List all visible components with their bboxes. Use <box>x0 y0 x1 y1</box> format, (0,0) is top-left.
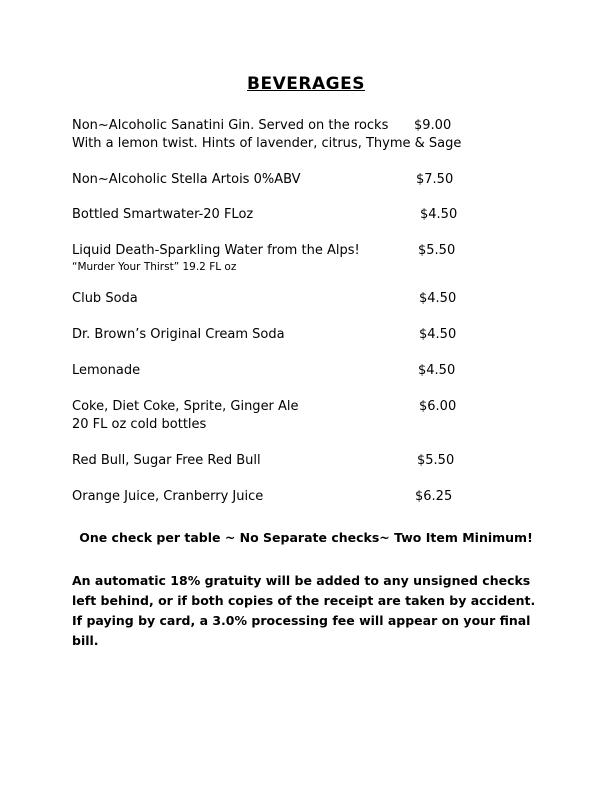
item-name: Dr. Brown’s Original Cream Soda <box>72 327 285 342</box>
item-description: With a lemon twist. Hints of lavender, citrus, Thyme & Sage <box>72 136 462 151</box>
item-name: Orange Juice, Cranberry Juice <box>72 489 264 504</box>
menu-item <box>72 206 552 224</box>
item-price: $4.50 <box>420 207 458 222</box>
item-description: 20 FL oz cold bottles <box>72 417 207 432</box>
menu-item <box>72 398 552 434</box>
item-price: $6.00 <box>419 399 457 414</box>
item-name: Lemonade <box>72 363 141 378</box>
item-price: $7.50 <box>416 172 454 187</box>
gratuity-notice: An automatic 18% gratuity will be added to any unsigned checks left behind, or if both copies of the receipt are taken by accident. If paying by card, a 3.0% processing fee will appear on your final bill. <box>72 573 536 648</box>
item-price: $6.25 <box>415 489 453 504</box>
menu-item <box>72 290 552 308</box>
item-description: “Murder Your Thirst” 19.2 FL oz <box>72 261 237 273</box>
item-name: Red Bull, Sugar Free Red Bull <box>72 453 261 468</box>
item-name: Non~Alcoholic Sanatini Gin. Served on the rocks <box>72 118 389 133</box>
item-name: Non~Alcoholic Stella Artois 0%ABV <box>72 172 301 187</box>
item-name: Club Soda <box>72 291 138 306</box>
item-price: $4.50 <box>419 327 457 342</box>
menu-item <box>72 326 552 344</box>
item-price: $5.50 <box>418 243 456 258</box>
menu-item <box>72 452 552 470</box>
item-price: $4.50 <box>418 363 456 378</box>
check-policy-notice: One check per table ~ No Separate checks~ Two Item Minimum! <box>79 530 533 545</box>
menu-item <box>72 171 552 189</box>
item-name: Coke, Diet Coke, Sprite, Ginger Ale <box>72 399 299 414</box>
menu-item <box>72 488 552 506</box>
item-price: $5.50 <box>417 453 455 468</box>
item-name: Liquid Death-Sparkling Water from the Alps! <box>72 243 360 258</box>
item-price: $9.00 <box>414 118 452 133</box>
menu-item <box>72 242 552 275</box>
item-price: $4.50 <box>419 291 457 306</box>
item-name: Bottled Smartwater-20 FLoz <box>72 207 254 222</box>
menu-item <box>72 362 552 380</box>
menu-title: BEVERAGES <box>247 74 365 94</box>
menu-item <box>72 117 552 153</box>
